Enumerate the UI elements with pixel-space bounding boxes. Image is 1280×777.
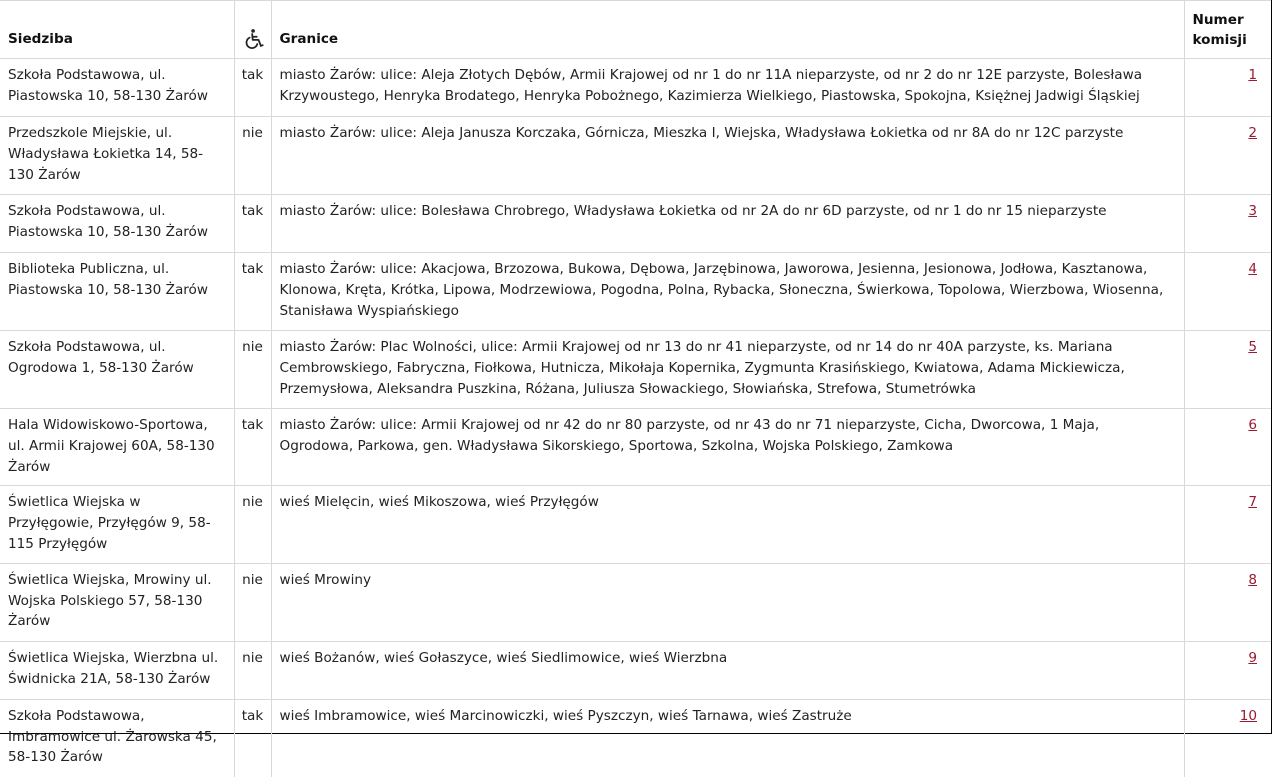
cell-granice: miasto Żarów: Plac Wolności, ulice: Armii Krajowej od nr 13 do nr 41 nieparzyste, od nr 14 do nr 40A parzyste, ks. Mariana Cembrowskiego, Fabryczna, Fiołkowa, Hutnicza, Mikołaja Kopernika, Zygmunta Krasińskiego, Kwiatowa, Adama Mickiewicza, Przemysłowa, Aleksandra Puszkina, Różana, Juliusza Słowackiego, Słowiańska, Strefowa, Stumetrówka — [271, 331, 1184, 409]
table-row — [0, 117, 1271, 195]
header-numer-line1: Numer — [1192, 12, 1244, 28]
header-granice: Granice — [271, 1, 1184, 59]
cell-granice: wieś Mrowiny — [271, 563, 1184, 641]
table-row — [0, 195, 1271, 253]
cell-granice: miasto Żarów: ulice: Aleja Janusza Korczaka, Górnicza, Mieszka I, Wiejska, Władysława Łokietka od nr 8A do nr 12C parzyste — [271, 117, 1184, 195]
cell-numer — [1184, 486, 1271, 563]
header-accessibility — [234, 1, 271, 59]
cell-numer — [1184, 117, 1271, 195]
cell-siedziba: Szkoła Podstawowa, ul. Ogrodowa 1, 58-130 Żarów — [0, 331, 234, 409]
cell-accessibility: tak — [234, 409, 271, 486]
cell-accessibility: nie — [234, 117, 271, 195]
cell-accessibility: tak — [234, 253, 271, 331]
cell-granice: miasto Żarów: ulice: Armii Krajowej od nr 42 do nr 80 parzyste, od nr 43 do nr 71 nieparzyste, Cicha, Dworcowa, 1 Maja, Ogrodowa, Parkowa, gen. Władysława Sikorskiego, Sportowa, Szkolna, Wojska Polskiego, Zamkowa — [271, 409, 1184, 486]
cell-numer — [1184, 331, 1271, 409]
header-siedziba: Siedziba — [0, 1, 234, 59]
header-numer-komisji — [1184, 1, 1271, 59]
cell-siedziba: Świetlica Wiejska, Wierzbna ul. Świdnicka 21A, 58-130 Żarów — [0, 641, 234, 699]
cell-siedziba: Biblioteka Publiczna, ul. Piastowska 10, 58-130 Żarów — [0, 253, 234, 331]
commission-link-6[interactable]: 6 — [1248, 417, 1257, 433]
wheelchair-icon — [243, 28, 265, 50]
commission-link-4[interactable]: 4 — [1248, 261, 1257, 277]
cell-accessibility: tak — [234, 699, 271, 777]
cell-siedziba: Hala Widowiskowo-Sportowa, ul. Armii Krajowej 60A, 58-130 Żarów — [0, 409, 234, 486]
cell-numer — [1184, 253, 1271, 331]
commission-link-2[interactable]: 2 — [1248, 125, 1257, 141]
cell-siedziba: Świetlica Wiejska, Mrowiny ul. Wojska Polskiego 57, 58-130 Żarów — [0, 563, 234, 641]
table-row — [0, 486, 1271, 563]
cell-accessibility: tak — [234, 59, 271, 117]
table-row — [0, 59, 1271, 117]
table-row — [0, 253, 1271, 331]
cell-granice: miasto Żarów: ulice: Bolesława Chrobrego, Władysława Łokietka od nr 2A do nr 6D parzyste, od nr 1 do nr 15 nieparzyste — [271, 195, 1184, 253]
table-row — [0, 331, 1271, 409]
cell-granice: miasto Żarów: ulice: Aleja Złotych Dębów, Armii Krajowej od nr 1 do nr 11A nieparzyste, od nr 2 do nr 12E parzyste, Bolesława Krzywoustego, Henryka Brodatego, Henryka Pobożnego, Kazimierza Wielkiego, Piastowska, Spokojna, Księżnej Jadwigi Śląskiej — [271, 59, 1184, 117]
cell-accessibility: tak — [234, 195, 271, 253]
table-row — [0, 699, 1271, 777]
commission-link-5[interactable]: 5 — [1248, 339, 1257, 355]
cell-accessibility: nie — [234, 563, 271, 641]
commission-link-7[interactable]: 7 — [1248, 494, 1257, 511]
cell-granice: wieś Imbramowice, wieś Marcinowiczki, wieś Pyszczyn, wieś Tarnawa, wieś Zastruże — [271, 699, 1184, 777]
cell-numer — [1184, 641, 1271, 699]
cell-numer — [1184, 699, 1271, 777]
cell-numer — [1184, 563, 1271, 641]
cell-accessibility: nie — [234, 331, 271, 409]
cell-granice: wieś Bożanów, wieś Gołaszyce, wieś Siedlimowice, wieś Wierzbna — [271, 641, 1184, 699]
cell-numer — [1184, 195, 1271, 253]
table-header-row — [0, 1, 1271, 59]
cell-granice: wieś Mielęcin, wieś Mikoszowa, wieś Przyłęgów — [271, 486, 1184, 563]
header-numer-line2: komisji — [1192, 32, 1247, 48]
cell-accessibility: nie — [234, 486, 271, 563]
commission-link-1[interactable]: 1 — [1248, 67, 1257, 83]
cell-siedziba: Szkoła Podstawowa, Imbramowice ul. Żarowska 45, 58-130 Żarów — [0, 699, 234, 777]
cell-accessibility: nie — [234, 641, 271, 699]
commission-link-3[interactable]: 3 — [1248, 203, 1257, 219]
table-row — [0, 641, 1271, 699]
cell-siedziba: Szkoła Podstawowa, ul. Piastowska 10, 58-130 Żarów — [0, 59, 234, 117]
cell-numer — [1184, 59, 1271, 117]
commission-link-8[interactable]: 8 — [1248, 571, 1257, 588]
table-row — [0, 563, 1271, 641]
cell-granice: miasto Żarów: ulice: Akacjowa, Brzozowa, Bukowa, Dębowa, Jarzębinowa, Jaworowa, Jesienna, Jesionowa, Jodłowa, Kasztanowa, Klonowa, Kręta, Krótka, Lipowa, Modrzewiowa, Pogodna, Polna, Rybacka, Słoneczna, Świerkowa, Topolowa, Wierzbowa, Wiosenna, Stanisława Wyspiańskiego — [271, 253, 1184, 331]
commission-link-10[interactable]: 10 — [1239, 707, 1257, 724]
cell-siedziba: Świetlica Wiejska w Przyłęgowie, Przyłęgów 9, 58-115 Przyłęgów — [0, 486, 234, 563]
cell-numer — [1184, 409, 1271, 486]
table-row — [0, 409, 1271, 486]
commission-link-9[interactable]: 9 — [1248, 649, 1257, 666]
cell-siedziba: Przedszkole Miejskie, ul. Władysława Łokietka 14, 58-130 Żarów — [0, 117, 234, 195]
cell-siedziba: Szkoła Podstawowa, ul. Piastowska 10, 58-130 Żarów — [0, 195, 234, 253]
